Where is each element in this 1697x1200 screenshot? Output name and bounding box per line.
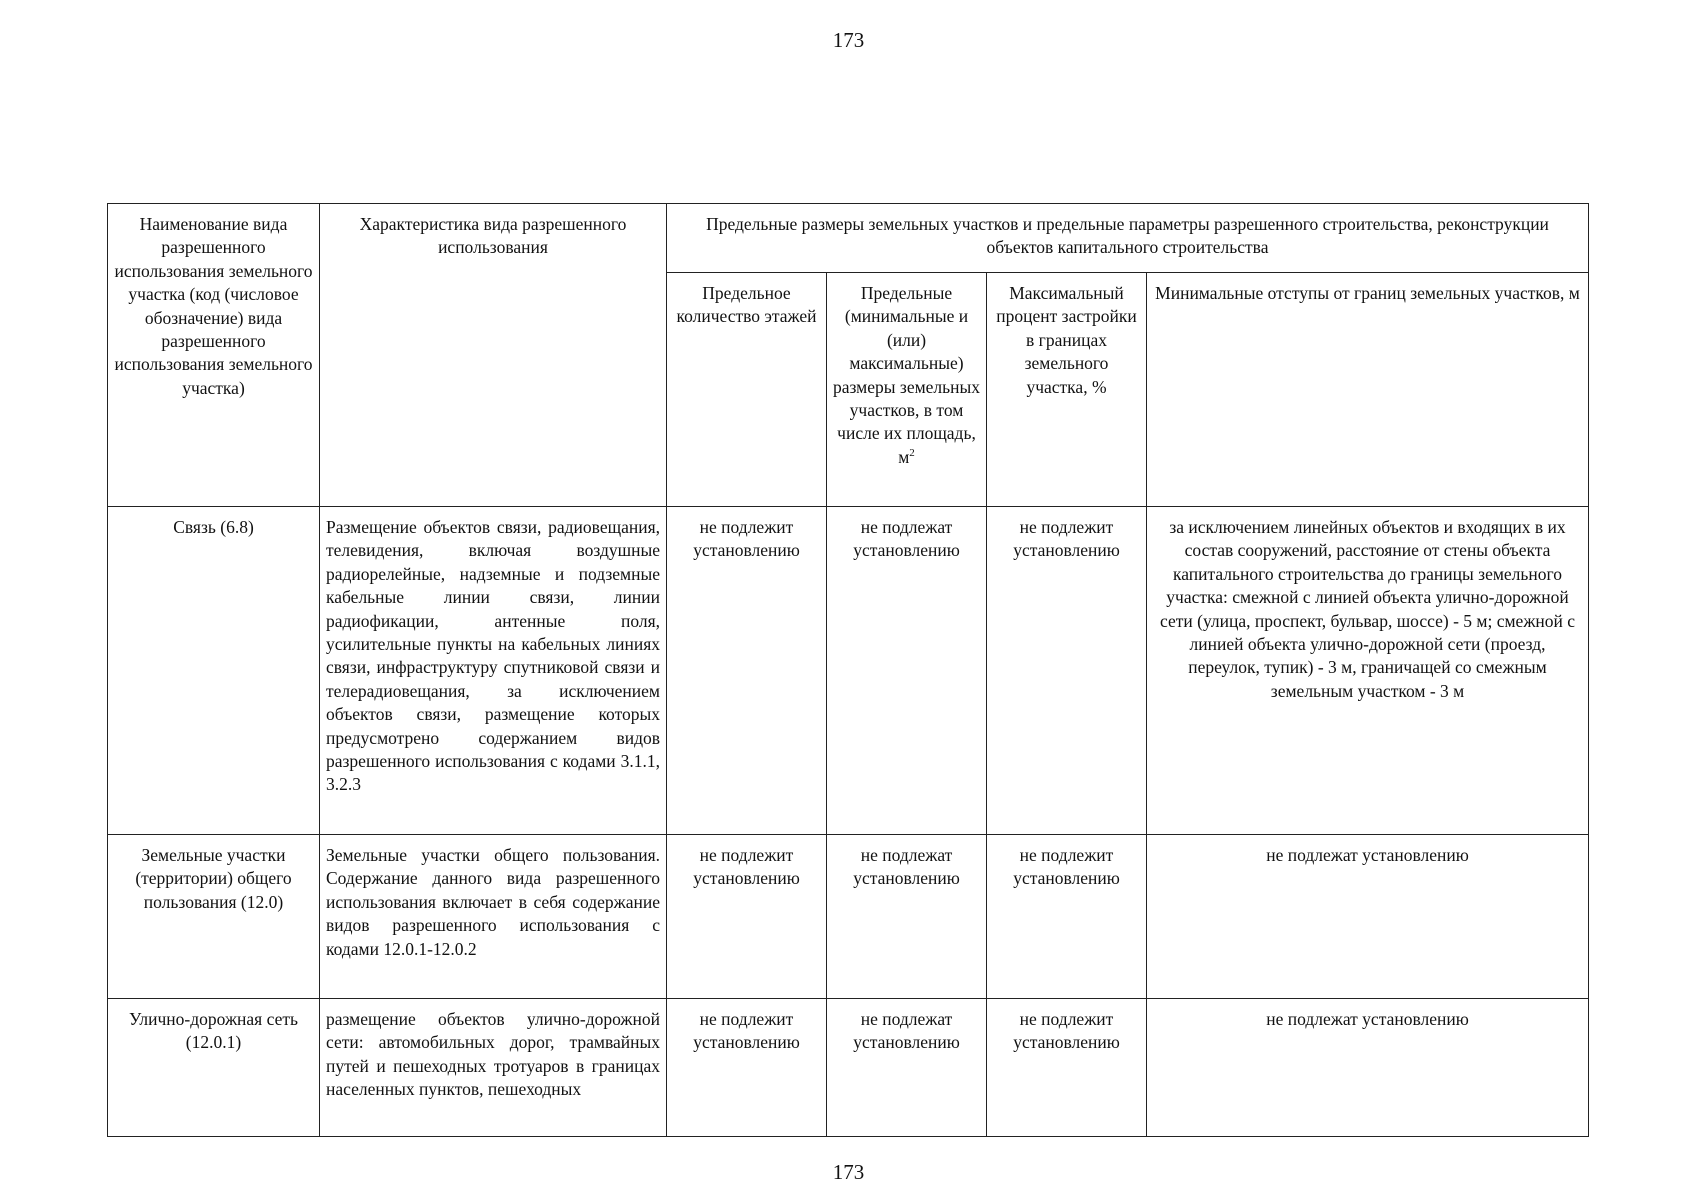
page-number-bottom: 173 — [832, 1160, 865, 1184]
row-floors: не подлежит установлению — [667, 835, 827, 999]
header-coverage: Максимальный процент застройки в границах земельного участка, % — [987, 273, 1147, 507]
header-setbacks: Минимальные отступы от границ земельных участков, м — [1147, 273, 1589, 507]
row-coverage: не подлежит установлению — [987, 507, 1147, 835]
row-coverage: не подлежит установлению — [987, 835, 1147, 999]
row-name: Земельные участки (территории) общего пользования (12.0) — [108, 835, 320, 999]
table-row — [108, 507, 1589, 835]
row-characteristic: Размещение объектов связи, радиовещания, телевидения, включая воздушные радиорелейные, надземные и подземные кабельные линии связи, линии радиофикации, антенные поля, усилительные пункты на кабельных линиях связи, инфраструктуру спутниковой связи и телерадиовещания, за исключением объектов связи, размещение которых предусмотрено содержанием видов разрешенного использования с кодами 3.1.1, 3.2.3 — [320, 507, 667, 835]
table-row — [108, 999, 1589, 1137]
row-setbacks: за исключением линейных объектов и входящих в их состав сооружений, расстояние от стены объекта капитального строительства до границы земельного участка: смежной с линией объекта улично-дорожной сети (улица, проспект, бульвар, шоссе) - 5 м; смежной с линией объекта улично-дорожной сети (проезд, переулок, тупик) - 3 м, граничащей со смежным земельным участком - 3 м — [1147, 507, 1589, 835]
row-floors: не подлежит установлению — [667, 507, 827, 835]
header-name: Наименование вида разрешенного использования земельного участка (код (числовое обозначение) вида разрешенного использования земельного участка) — [108, 204, 320, 507]
row-characteristic: размещение объектов улично-дорожной сети: автомобильных дорог, трамвайных путей и пешеходных тротуаров в границах населенных пунктов, пешеходных — [320, 999, 667, 1137]
page-number-top: 173 — [832, 28, 865, 52]
row-name: Связь (6.8) — [108, 507, 320, 835]
table-row — [108, 835, 1589, 999]
row-coverage: не подлежит установлению — [987, 999, 1147, 1137]
row-plot-sizes: не подлежат установлению — [827, 999, 987, 1137]
land-use-table — [107, 203, 1589, 1137]
header-plot-sizes-sup: 2 — [909, 447, 915, 460]
row-plot-sizes: не подлежат установлению — [827, 507, 987, 835]
row-setbacks: не подлежат установлению — [1147, 999, 1589, 1137]
header-row-1 — [108, 204, 1589, 273]
header-plot-sizes — [827, 273, 987, 507]
row-setbacks: не подлежат установлению — [1147, 835, 1589, 999]
row-name: Улично-дорожная сеть (12.0.1) — [108, 999, 320, 1137]
row-plot-sizes: не подлежат установлению — [827, 835, 987, 999]
header-plot-sizes-text: Предельные (минимальные и (или) максимальные) размеры земельных участков, в том числе их площадь, м — [833, 283, 981, 467]
header-characteristic: Характеристика вида разрешенного использования — [320, 204, 667, 507]
header-floors: Предельное количество этажей — [667, 273, 827, 507]
row-characteristic: Земельные участки общего пользования. Содержание данного вида разрешенного использования включает в себя содержание видов разрешенного использования с кодами 12.0.1-12.0.2 — [320, 835, 667, 999]
header-limits-group: Предельные размеры земельных участков и предельные параметры разрешенного строительства, реконструкции объектов капитального строительства — [667, 204, 1589, 273]
row-floors: не подлежит установлению — [667, 999, 827, 1137]
